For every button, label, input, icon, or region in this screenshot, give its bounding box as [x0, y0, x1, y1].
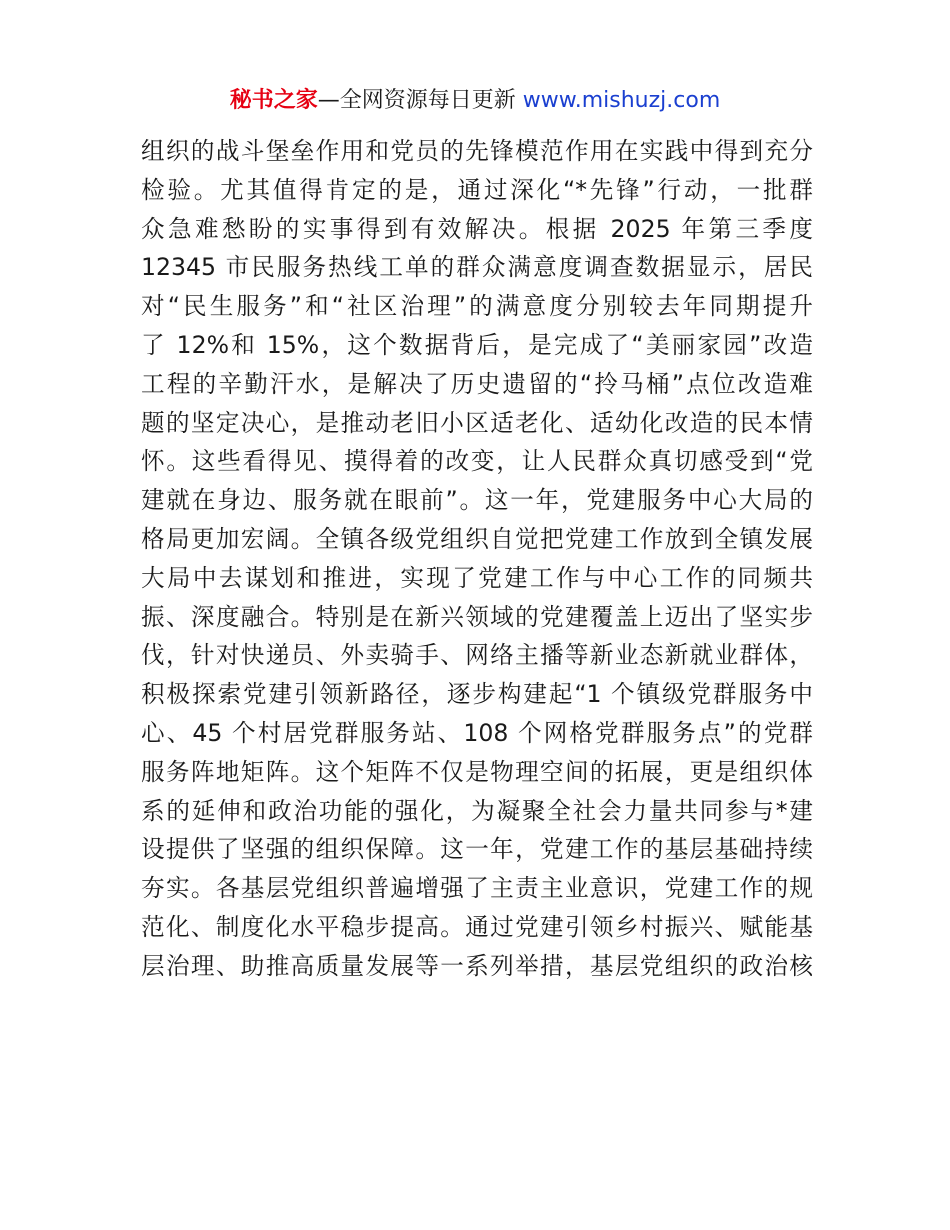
- text-line: 范化、制度化水平稳步提高。通过党建引领乡村振兴、赋能基: [141, 912, 813, 941]
- text-line: 组织的战斗堡垒作用和党员的先锋模范作用在实践中得到充分: [141, 137, 813, 165]
- text-line: 了 12%和 15%，这个数据背后，是完成了“美丽家园”改造: [141, 330, 813, 359]
- text-line: 伐，针对快递员、外卖骑手、网络主播等新业态新就业群体，: [141, 641, 813, 670]
- text-line: 工程的辛勤汗水，是解决了历史遗留的“拎马桶”点位改造难: [141, 369, 813, 398]
- body-text: [141, 132, 813, 986]
- text-line: 服务阵地矩阵。这个矩阵不仅是物理空间的拓展，更是组织体: [141, 757, 813, 786]
- text-line: 心、45 个村居党群服务站、108 个网格党群服务点”的党群: [141, 718, 813, 747]
- text-line: 对“民生服务”和“社区治理”的满意度分别较去年同期提升: [141, 292, 813, 321]
- page-header: [0, 84, 950, 118]
- text-line: 夯实。各基层党组织普遍增强了主责主业意识，党建工作的规: [141, 874, 813, 903]
- site-link[interactable]: www.mishuzj.com: [522, 88, 721, 113]
- text-line: 大局中去谋划和推进，实现了党建工作与中心工作的同频共: [141, 563, 813, 592]
- text-line: 系的延伸和政治功能的强化，为凝聚全社会力量共同参与*建: [141, 796, 813, 825]
- text-line: 怀。这些看得见、摸得着的改变，让人民群众真切感受到“党: [141, 447, 813, 476]
- text-line: 题的坚定决心，是推动老旧小区适老化、适幼化改造的民本情: [141, 408, 813, 437]
- text-line: 12345 市民服务热线工单的群众满意度调查数据显示，居民: [141, 253, 813, 282]
- brand-name: 秘书之家: [229, 88, 318, 113]
- header-tagline: —全网资源每日更新: [317, 88, 516, 113]
- text-line: 积极探索党建引领新路径，逐步构建起“1 个镇级党群服务中: [141, 680, 813, 709]
- text-line: 格局更加宏阔。全镇各级党组织自觉把党建工作放到全镇发展: [141, 524, 813, 553]
- text-line: 众急难愁盼的实事得到有效解决。根据 2025 年第三季度: [141, 214, 813, 243]
- text-line: 振、深度融合。特别是在新兴领域的党建覆盖上迈出了坚实步: [141, 602, 813, 631]
- text-line: 建就在身边、服务就在眼前”。这一年，党建服务中心大局的: [141, 486, 813, 515]
- text-line: 层治理、助推高质量发展等一系列举措，基层党组织的政治核: [141, 951, 813, 980]
- text-line: 检验。尤其值得肯定的是，通过深化“*先锋”行动，一批群: [141, 175, 813, 204]
- text-line: 设提供了坚强的组织保障。这一年，党建工作的基层基础持续: [141, 835, 813, 864]
